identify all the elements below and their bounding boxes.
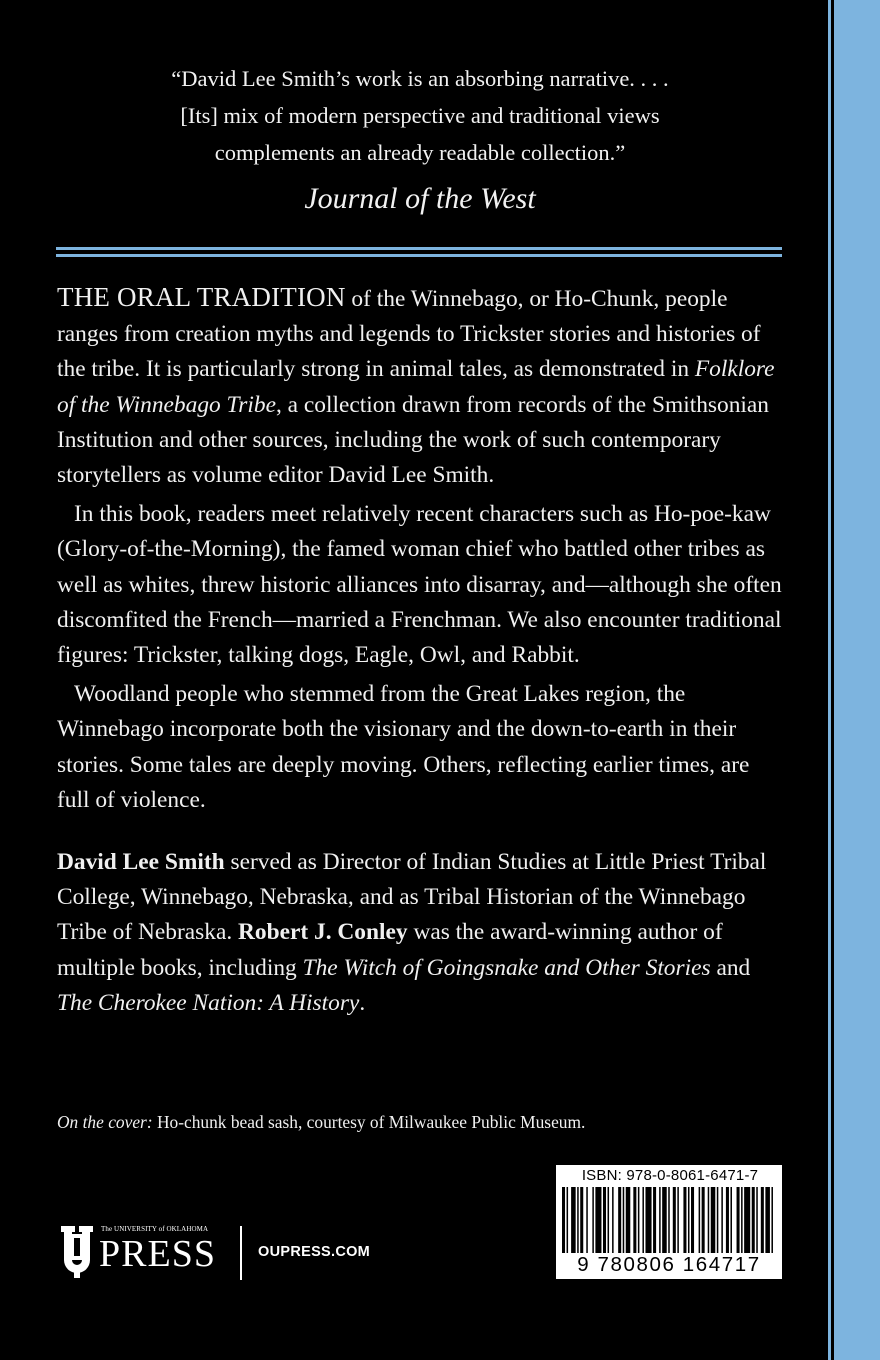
barcode-digits: 9 780806 164717 bbox=[577, 1253, 761, 1276]
barcode-bar bbox=[608, 1187, 610, 1253]
barcode-bar bbox=[567, 1187, 569, 1253]
barcode-bar bbox=[744, 1187, 750, 1253]
barcode-bar bbox=[752, 1187, 755, 1253]
barcode-bar bbox=[603, 1187, 606, 1253]
barcode-bar bbox=[741, 1187, 743, 1253]
barcode-bar bbox=[761, 1187, 764, 1253]
blurb-source: Journal of the West bbox=[304, 182, 536, 215]
isbn-barcode bbox=[556, 1165, 782, 1279]
barcode-bar bbox=[612, 1187, 614, 1253]
description-paragraph-1 bbox=[57, 280, 785, 493]
isbn-label: ISBN: 978-0-8061-6471-7 bbox=[581, 1167, 759, 1184]
description-paragraph-2: In this book, readers meet relatively recent characters such as Ho-poe-kaw (Glory-of-the-Morning), the famed woman chief who battled other tribes as well as whites, threw historic alliances into disarray, and—although she often discomfited the French—married a Frenchman. We also encounter traditional figures: Trickster, talking dogs, Eagle, Owl, and Rabbit. bbox=[57, 501, 782, 669]
book-title: The Cherokee Nation: A History bbox=[57, 989, 360, 1016]
barcode-bar bbox=[721, 1187, 723, 1253]
barcode-bar bbox=[580, 1187, 583, 1253]
barcode-bar bbox=[562, 1187, 565, 1253]
publisher-press: PRESS bbox=[99, 1233, 216, 1275]
publisher-website: OUPRESS.COM bbox=[258, 1244, 371, 1260]
paragraph-text: , a collection drawn from records of the Smithsonian Institution and other sources, including the work of such contemporary storytellers as volume editor David Lee Smith. bbox=[57, 391, 769, 489]
barcode-bar bbox=[645, 1187, 651, 1253]
barcode-bars bbox=[562, 1187, 776, 1253]
author-name: David Lee Smith bbox=[57, 849, 225, 876]
barcode-bar bbox=[677, 1187, 679, 1253]
barcode-bar bbox=[737, 1187, 740, 1253]
barcode-bar bbox=[571, 1187, 576, 1253]
barcode-bar bbox=[702, 1187, 705, 1253]
publisher-university: The UNIVERSITY of OKLAHOMA bbox=[101, 1225, 209, 1233]
barcode-bar bbox=[699, 1187, 701, 1253]
bio-text: and bbox=[710, 954, 751, 981]
divider-rule-bottom bbox=[56, 254, 782, 257]
barcode-bar bbox=[626, 1187, 631, 1253]
book-title: The Witch of Goingsnake and Other Stories bbox=[302, 954, 711, 981]
barcode-bar bbox=[717, 1187, 719, 1253]
cover-credit bbox=[57, 1112, 777, 1133]
barcode-bar bbox=[765, 1187, 770, 1253]
barcode-bar bbox=[595, 1187, 601, 1253]
barcode-bar bbox=[638, 1187, 640, 1253]
bio-text: was the award-winning author of multiple books, including bbox=[57, 919, 723, 981]
barcode-bar bbox=[659, 1187, 661, 1253]
blurb-line: complements an already readable collection.” bbox=[214, 140, 626, 165]
cover-credit-label: On the cover: bbox=[57, 1112, 153, 1132]
paragraph-text: of the Winnebago, or Ho-Chunk, people ranges from creation myths and legends to Trickster stories and histories of the tribe. It is particularly strong in animal tales, as demonstrated in bbox=[57, 286, 761, 383]
barcode-bar bbox=[592, 1187, 594, 1253]
divider-rule-top bbox=[56, 247, 782, 250]
ou-interlocking-logo-icon bbox=[57, 1222, 97, 1280]
lead-in: THE ORAL TRADITION bbox=[57, 282, 346, 312]
blurb-line: [Its] mix of modern perspective and traditional views bbox=[180, 103, 660, 128]
barcode-bar bbox=[711, 1187, 716, 1253]
book-title: Folklore of the Winnebago Tribe bbox=[57, 356, 775, 418]
barcode-bar bbox=[688, 1187, 690, 1253]
barcode-bar bbox=[618, 1187, 621, 1253]
barcode-bar bbox=[691, 1187, 694, 1253]
author-name: Robert J. Conley bbox=[238, 919, 408, 946]
barcode-bar bbox=[756, 1187, 758, 1253]
barcode-bar bbox=[708, 1187, 710, 1253]
author-bio bbox=[57, 845, 785, 1021]
cover-credit-text: Ho-chunk bead sash, courtesy of Milwaukee Public Museum. bbox=[152, 1112, 586, 1132]
blurb-line: “David Lee Smith’s work is an absorbing narrative. . . . bbox=[171, 66, 669, 91]
barcode-bar bbox=[730, 1187, 732, 1253]
barcode-bar bbox=[633, 1187, 636, 1253]
barcode-bar bbox=[726, 1187, 729, 1253]
bio-text: . bbox=[359, 989, 366, 1016]
barcode-bar bbox=[653, 1187, 656, 1253]
blurb-quote bbox=[60, 60, 780, 171]
barcode-bar bbox=[623, 1187, 625, 1253]
bio-text: served as Director of Indian Studies at Little Priest Tribal College, Winnebago, Nebraska, and as Tribal Historian of the Winnebago Tribe of Nebraska. bbox=[57, 849, 767, 946]
barcode-bar bbox=[771, 1187, 773, 1253]
logo-divider bbox=[240, 1226, 242, 1280]
spine-stripe bbox=[828, 0, 880, 1360]
barcode-bar bbox=[586, 1187, 588, 1253]
barcode-bar bbox=[662, 1187, 667, 1253]
description-body bbox=[57, 280, 785, 1021]
description-paragraph-3: Woodland people who stemmed from the Great Lakes region, the Winnebago incorporate both the visionary and the down-to-earth in their stories. Some tales are deeply moving. Others, reflecting earlier times, are full of violence. bbox=[57, 681, 750, 813]
barcode-bar bbox=[683, 1187, 686, 1253]
barcode-bar bbox=[577, 1187, 579, 1253]
barcode-bar bbox=[673, 1187, 676, 1253]
publisher-logo bbox=[57, 1220, 237, 1282]
barcode-bar bbox=[668, 1187, 670, 1253]
spine-gap bbox=[831, 0, 834, 1360]
barcode-bar bbox=[642, 1187, 644, 1253]
